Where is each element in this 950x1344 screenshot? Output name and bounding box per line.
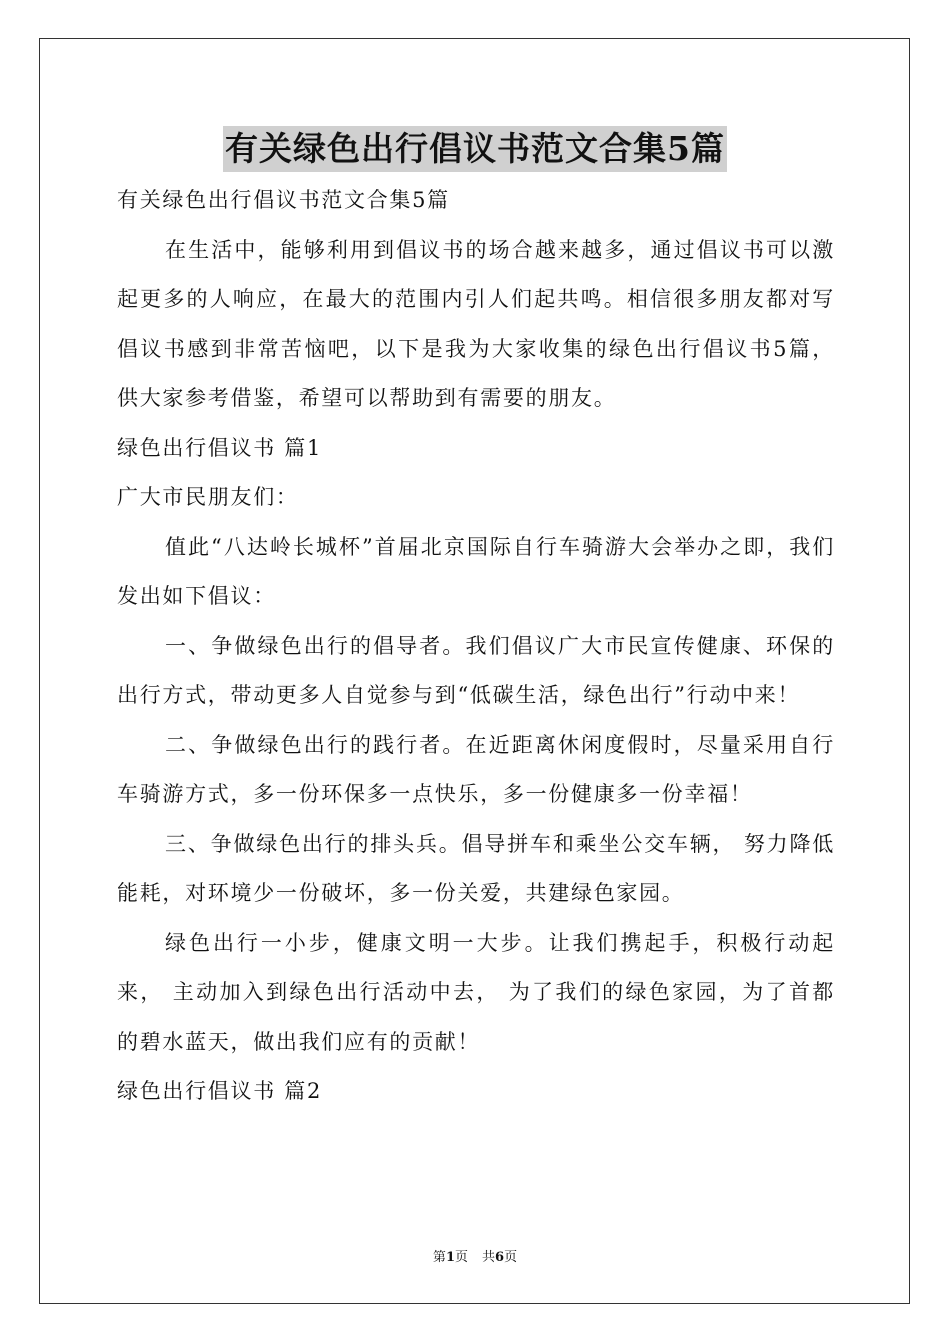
page-prefix: 第 [432,1250,446,1265]
paragraph-closing: 绿色出行一小步，健康文明一大步。让我们携起手，积极行动起来， 主动加入到绿色出行活动中去， 为了我们的绿色家园，为了首都的碧水蓝天，做出我们应有的贡献！ [117,930,835,1054]
paragraph-point-1: 一、争做绿色出行的倡导者。我们倡议广大市民宣传健康、环保的出行方式，带动更多人自觉参与到“低碳生活，绿色出行”行动中来！ [117,633,835,707]
page-number: 1 [445,1250,455,1265]
paragraph-point-3: 三、争做绿色出行的排头兵。倡导拼车和乘坐公交车辆， 努力降低能耗，对环境少一份破坏，多一份关爱，共建绿色家园。 [117,831,835,905]
paragraph-point-2: 二、争做绿色出行的践行者。在近距离休闲度假时，尽量采用自行车骑游方式，多一份环保多一点快乐，多一份健康多一份幸福！ [117,732,835,806]
paragraph-occasion: 值此“八达岭长城杯”首届北京国际自行车骑游大会举办之即，我们发出如下倡议： [117,534,835,608]
total-prefix: 共 [482,1250,496,1265]
paragraph-intro: 在生活中，能够利用到倡议书的场合越来越多，通过倡议书可以激起更多的人响应，在最大的范围内引人们起共鸣。相信很多朋友都对写倡议书感到非常苦恼吧，以下是我为大家收集的绿色出行倡议书5篇，供大家参考借鉴，希望可以帮助到有需要的朋友。 [117,237,835,410]
salutation: 广大市民朋友们： [117,485,299,509]
document-body [117,176,835,1117]
page-suffix: 页 [454,1250,468,1265]
page-footer [0,1246,950,1265]
document-subtitle: 有关绿色出行倡议书范文合集5篇 [117,188,450,212]
document-title: 有关绿色出行倡议书范文合集5篇 [223,126,727,172]
section-heading-2: 绿色出行倡议书 篇2 [117,1079,323,1103]
total-pages: 6 [495,1250,505,1265]
total-suffix: 页 [504,1250,518,1265]
title-container [0,126,950,172]
section-heading-1: 绿色出行倡议书 篇1 [117,435,323,460]
